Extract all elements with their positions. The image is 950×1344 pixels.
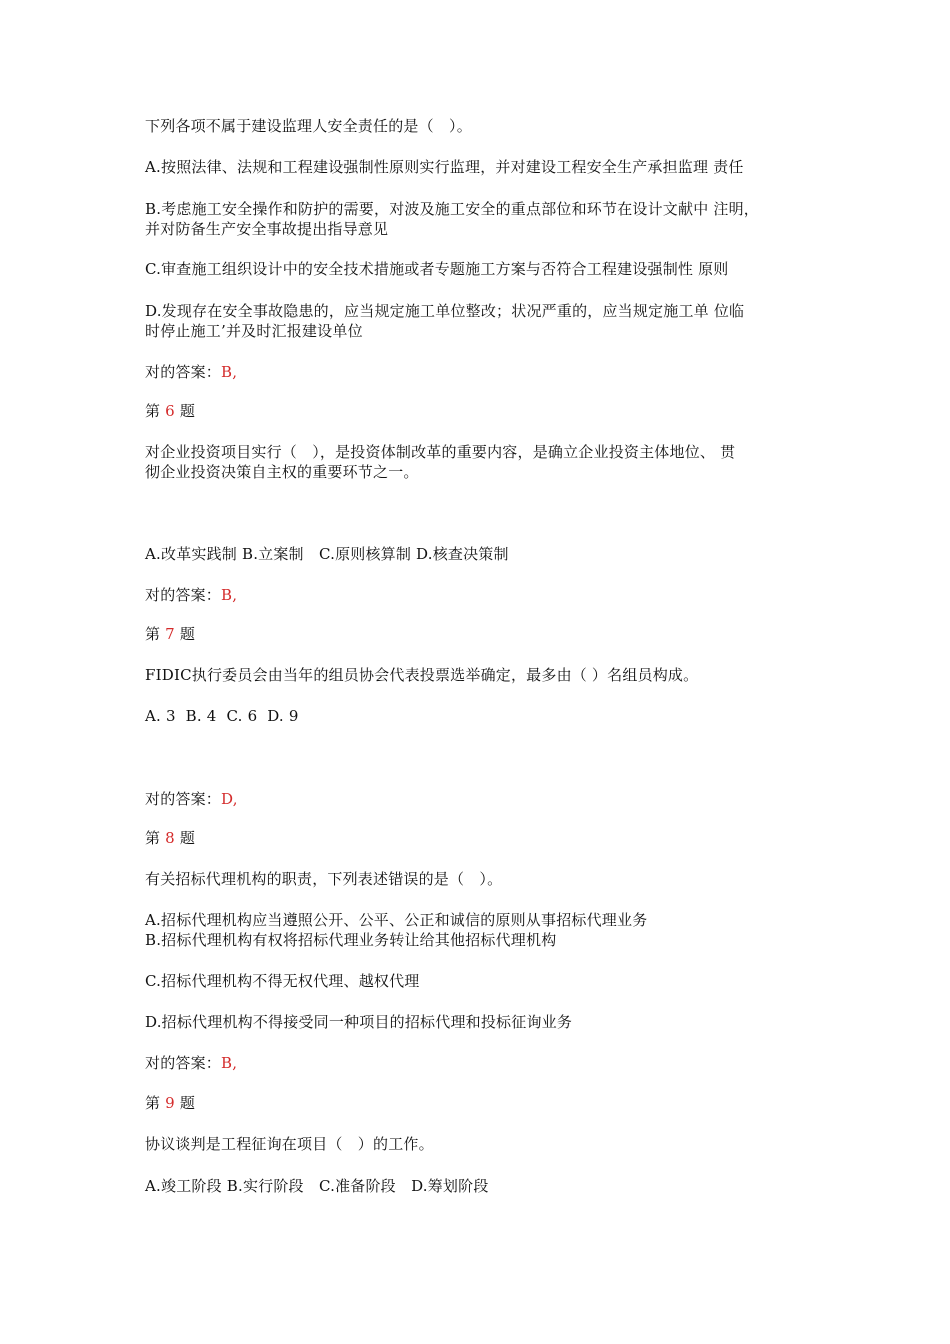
question-title-suffix: 题 <box>174 402 196 420</box>
q8-option-c: C.招标代理机构不得无权代理、越权代理 <box>145 972 420 990</box>
q7-answer <box>145 789 238 809</box>
question-title-prefix: 第 <box>145 1094 166 1112</box>
q6-title <box>145 401 195 421</box>
q5-option-b-line1: B.考虑施工安全操作和防护的需要，对波及施工安全的重点部位和环节在设计文献中 注明， <box>145 200 759 218</box>
q7-options: A. 3 B. 4 C. 6 D. 9 <box>145 707 299 725</box>
question-number: 7 <box>165 625 175 643</box>
q8-answer <box>145 1053 237 1073</box>
question-title-prefix: 第 <box>145 402 166 420</box>
answer-value: B, <box>221 586 238 604</box>
q6-options: A.改革实践制 B.立案制 C.原则核算制 D.核查决策制 <box>145 545 509 563</box>
q9-stem: 协议谈判是工程征询在项目（ ）的工作。 <box>145 1135 434 1153</box>
q8-option-a: A.招标代理机构应当遵照公开、公平、公正和诚信的原则从事招标代理业务 <box>145 911 648 929</box>
q6-stem-line2: 彻企业投资决策自主权的重要环节之一。 <box>145 463 419 481</box>
question-title-suffix: 题 <box>174 829 196 847</box>
q6-answer <box>145 585 237 605</box>
q7-stem: FIDIC执行委员会由当年的组员协会代表投票选举确定，最多由（ ）名组员构成。 <box>145 666 699 684</box>
question-number: 8 <box>165 829 175 847</box>
answer-label: 对的答案： <box>145 363 222 381</box>
question-number: 9 <box>165 1094 175 1112</box>
answer-value: B, <box>221 1054 238 1072</box>
answer-value: B, <box>221 363 238 381</box>
q5-answer <box>145 362 237 382</box>
question-title-suffix: 题 <box>174 625 196 643</box>
q5-option-c: C.审查施工组织设计中的安全技术措施或者专题施工方案与否符合工程建设强制性 原则 <box>145 260 729 278</box>
q8-option-d: D.招标代理机构不得接受同一种项目的招标代理和投标征询业务 <box>145 1013 573 1031</box>
answer-label: 对的答案： <box>145 790 222 808</box>
q6-stem-line1: 对企业投资项目实行（ ），是投资体制改革的重要内容，是确立企业投资主体地位、 贯 <box>145 443 736 461</box>
q5-option-d-line1: D.发现存在安全事故隐患的，应当规定施工单位整改；状况严重的，应当规定施工单 位临 <box>145 302 745 320</box>
answer-value: D, <box>221 790 238 808</box>
q9-title <box>145 1093 195 1113</box>
q5-option-b-line2: 并对防备生产安全事故提出指导意见 <box>145 220 389 238</box>
q8-option-b: B.招标代理机构有权将招标代理业务转让给其他招标代理机构 <box>145 931 557 949</box>
answer-label: 对的答案： <box>145 586 222 604</box>
q5-stem: 下列各项不属于建设监理人安全责任的是（ ）。 <box>145 117 472 135</box>
q7-title <box>145 624 195 644</box>
question-title-prefix: 第 <box>145 829 166 847</box>
q8-title <box>145 828 195 848</box>
answer-label: 对的答案： <box>145 1054 222 1072</box>
q5-option-a: A.按照法律、法规和工程建设强制性原则实行监理，并对建设工程安全生产承担监理 责任 <box>145 158 744 176</box>
question-title-prefix: 第 <box>145 625 166 643</box>
q9-options: A.竣工阶段 B.实行阶段 C.准备阶段 D.筹划阶段 <box>145 1177 489 1195</box>
question-title-suffix: 题 <box>174 1094 196 1112</box>
q5-option-d-line2: 时停止施工’并及时汇报建设单位 <box>145 322 363 340</box>
question-number: 6 <box>165 402 175 420</box>
q8-stem: 有关招标代理机构的职责，下列表述错误的是（ ）。 <box>145 870 503 888</box>
